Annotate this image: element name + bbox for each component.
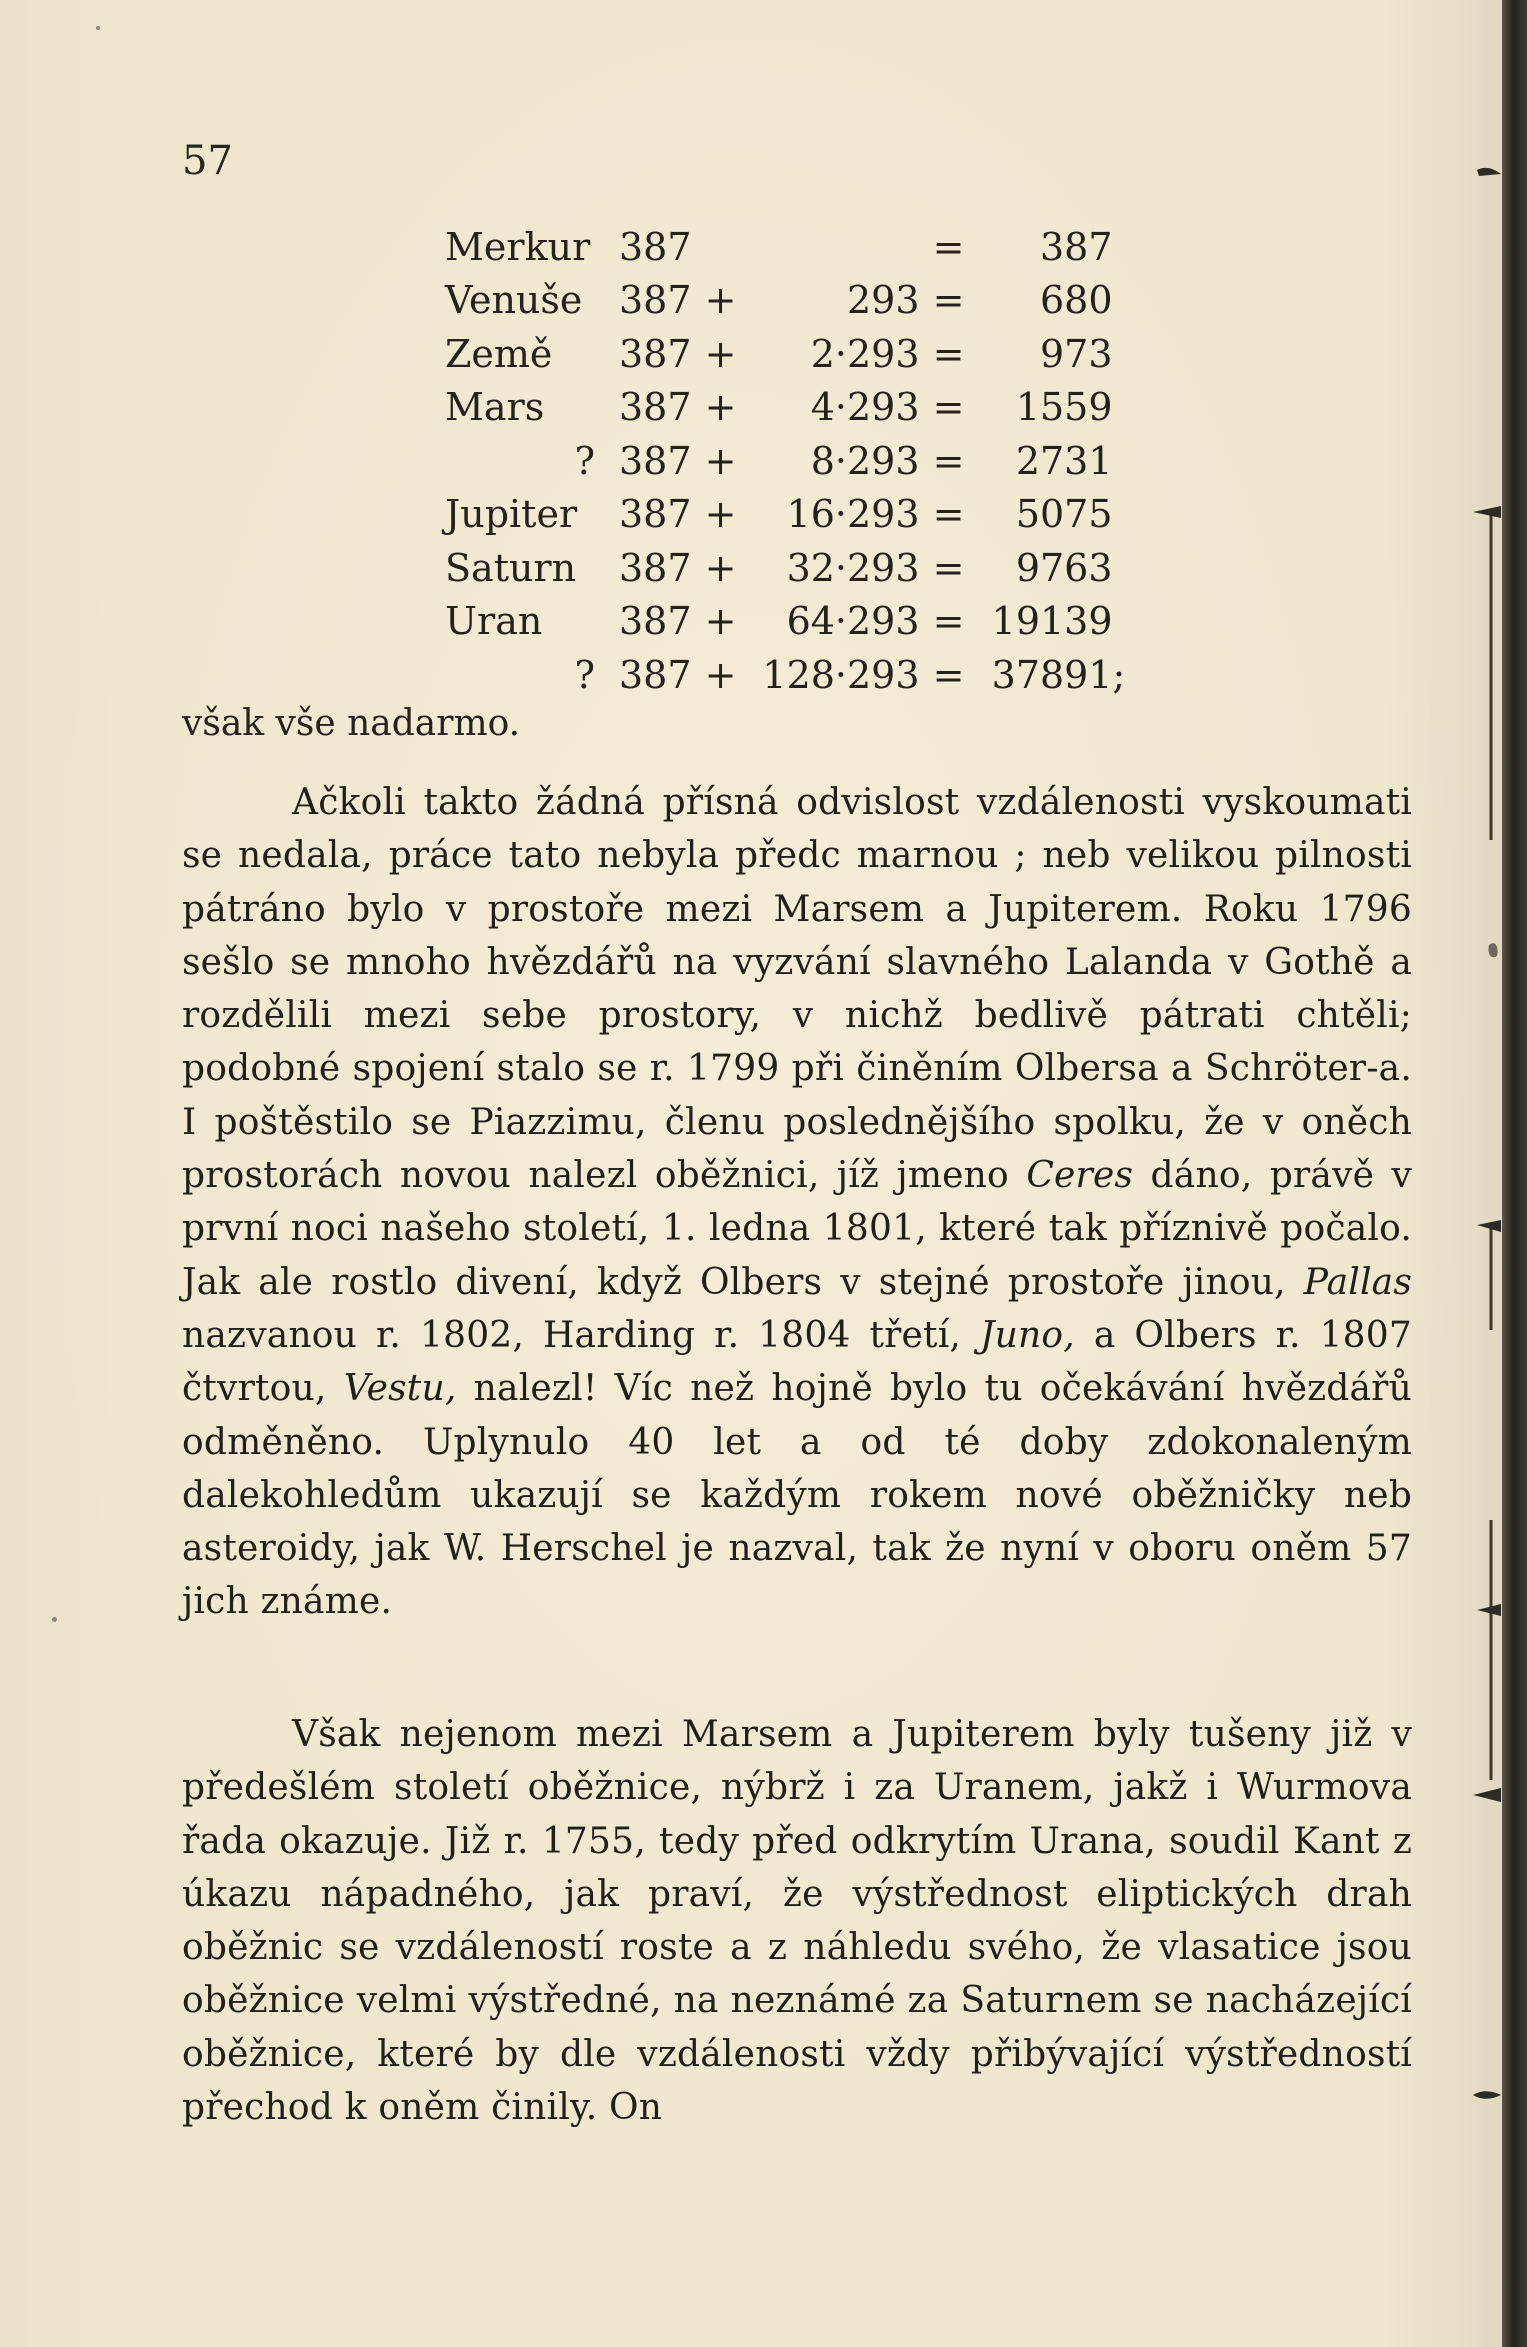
row-suffix: ; — [1112, 652, 1126, 697]
operator: + — [704, 545, 737, 590]
planet-name: Saturn — [445, 545, 577, 590]
row-suffix — [1113, 541, 1153, 595]
operator: + — [704, 652, 737, 697]
equals-sign: = — [932, 224, 965, 269]
row-suffix — [1113, 381, 1153, 435]
multiplier-term: 293 — [847, 278, 920, 323]
table-row — [445, 488, 1153, 542]
table-row — [445, 274, 1153, 328]
paragraph-text: nazvanou r. 1802, Harding r. 1804 třetí, — [182, 1314, 962, 1356]
paragraph-text: Však nejenom mezi Marsem a Jupiterem byly tušeny již v předešlém století oběžnice, nýbrž i za Uranem, jakž i Wurmova řada okazuje. Již r. 1755, tedy před odkrytím Urana, soudil Kant z úkazu nápadného, jak praví, že výstřednost eliptických drah oběžnic se vzdáleností roste a z náhledu svého, že vlasatice jsou oběžnice velmi výstředné, na neznámé za Saturnem se nacházející oběžnice, které by dle vzdálenosti vždy přibývající výstředností přechod k oněm činily. On — [182, 1714, 1412, 2129]
multiplier-term: 128·293 — [762, 652, 920, 697]
margin-mark — [1488, 943, 1497, 957]
equals-sign: = — [932, 438, 965, 483]
planet-name: ? — [574, 438, 595, 483]
table-trailing-text: však vše nadarmo. — [182, 703, 521, 744]
base-value: 387 — [619, 331, 692, 376]
multiplier-term — [750, 220, 920, 274]
italic-name-vesta: Vestu, — [343, 1368, 457, 1410]
result-value: 5075 — [1015, 492, 1113, 537]
planet-name: Země — [445, 331, 553, 376]
row-suffix — [1113, 595, 1153, 649]
base-value: 387 — [619, 492, 692, 537]
base-value: 387 — [619, 278, 692, 323]
margin-mark — [1477, 1604, 1501, 1616]
result-value: 1559 — [1015, 385, 1113, 430]
table-row — [445, 381, 1153, 435]
planet-name: Merkur — [445, 224, 591, 269]
equals-sign: = — [932, 331, 965, 376]
planet-distance-table — [445, 220, 1153, 702]
italic-name-pallas: Pallas — [1303, 1261, 1412, 1303]
paper-speck — [52, 1617, 57, 1622]
planet-name: ? — [574, 652, 595, 697]
base-value: 387 — [619, 224, 692, 269]
planet-name: Jupiter — [445, 492, 578, 537]
margin-mark — [1473, 506, 1501, 518]
margin-bleed-marks — [1455, 140, 1502, 2120]
result-value: 19139 — [991, 599, 1113, 644]
operator: + — [704, 599, 737, 644]
equals-sign: = — [932, 492, 965, 537]
table-row — [445, 541, 1153, 595]
base-value: 387 — [619, 385, 692, 430]
result-value: 9763 — [1015, 545, 1113, 590]
margin-mark — [1473, 1788, 1501, 1802]
equals-sign: = — [932, 278, 965, 323]
equals-sign: = — [932, 545, 965, 590]
base-value: 387 — [619, 599, 692, 644]
multiplier-term: 8·293 — [810, 438, 920, 483]
paragraph-text: a Olbers r. 1807 čtvrtou, — [182, 1314, 1412, 1410]
multiplier-term: 64·293 — [786, 599, 920, 644]
equals-sign: = — [932, 599, 965, 644]
margin-mark — [1473, 2091, 1501, 2099]
result-value: 37891 — [991, 652, 1113, 697]
table-row — [445, 327, 1153, 381]
base-value: 387 — [619, 652, 692, 697]
planet-name: Venuše — [445, 278, 583, 323]
operator: + — [704, 492, 737, 537]
table-row — [445, 648, 1153, 702]
row-suffix — [1113, 274, 1153, 328]
margin-mark — [1477, 1220, 1501, 1232]
row-suffix — [1113, 488, 1153, 542]
table-row — [445, 220, 1153, 274]
table-body — [445, 220, 1153, 702]
paragraph-asteroids — [182, 776, 1412, 1629]
page-number: 57 — [182, 138, 233, 184]
multiplier-term: 32·293 — [786, 545, 920, 590]
italic-name-juno: Juno, — [979, 1314, 1075, 1356]
base-value: 387 — [619, 438, 692, 483]
row-suffix — [1113, 220, 1153, 274]
result-value: 2731 — [1015, 438, 1113, 483]
operator: + — [704, 385, 737, 430]
multiplier-term: 4·293 — [810, 385, 920, 430]
table-row — [445, 595, 1153, 649]
row-suffix — [1113, 327, 1153, 381]
result-value: 680 — [1040, 278, 1113, 323]
equals-sign: = — [932, 385, 965, 430]
italic-name-ceres: Ceres — [1026, 1155, 1134, 1197]
result-value: 973 — [1040, 331, 1113, 376]
paragraph-text: Ačkoli takto žádná přísná odvislost vzdálenosti vyskoumati se nedala, práce tato nebyla předc marnou ; neb velikou pilnosti pátráno bylo v prostoře mezi Marsem a Jupiterem. Roku 1796 sešlo se mnoho hvězdářů na vyzvání slavného Lalanda v Gothě a rozdělili mezi sebe prostory, v nichž bedlivě pátrati chtěli; podobné spojení stalo se r. 1799 při činěním Olbersa a Schröter-a. I poštěstilo se Piazzimu, členu poslednějšího spolku, že v oněch prostorách novou nalezl oběžnici, jíž jmeno — [182, 782, 1412, 1197]
operator: + — [704, 278, 737, 323]
operator — [692, 220, 750, 274]
multiplier-term: 2·293 — [810, 331, 920, 376]
operator: + — [704, 331, 737, 376]
paragraph-beyond-uranus — [182, 1708, 1412, 2134]
margin-mark — [1477, 168, 1501, 176]
paper-speck — [96, 26, 100, 30]
base-value: 387 — [619, 545, 692, 590]
result-value: 387 — [1040, 224, 1113, 269]
row-suffix — [1113, 434, 1153, 488]
table-row — [445, 434, 1153, 488]
equals-sign: = — [932, 652, 965, 697]
multiplier-term: 16·293 — [786, 492, 920, 537]
paragraph-text: nalezl! Víc než hojně bylo tu očekávání hvězdářů odměněno. Uplynulo 40 let a od té doby zdokonaleným dalekohledům ukazují se každým rokem nové oběžničky neb asteroidy, jak W. Herschel je nazval, tak že nyní v oboru oněm 57 jich známe. — [182, 1368, 1412, 1623]
planet-name: Uran — [445, 599, 543, 644]
book-binding-edge — [1502, 0, 1527, 2347]
operator: + — [704, 438, 737, 483]
planet-name: Mars — [445, 385, 545, 430]
paragraph-text: dáno, právě v první noci našeho století, 1. ledna 1801, které tak příznivě počalo. Jak ale rostlo divení, když Olbers v stejné prostoře jinou, — [182, 1155, 1412, 1303]
